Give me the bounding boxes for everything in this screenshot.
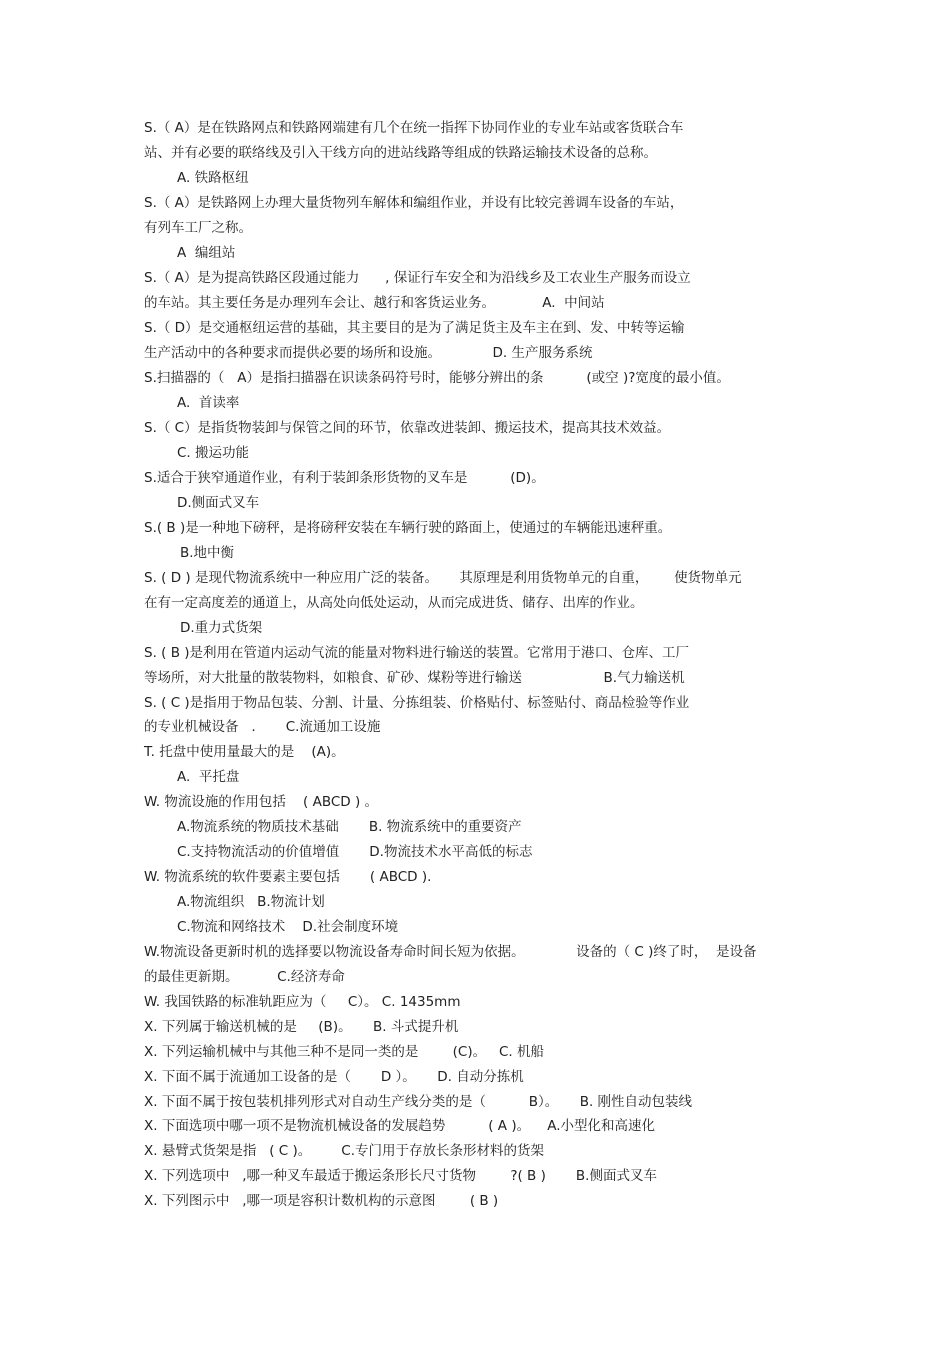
text-line: S. ( B )是利用在管道内运动气流的能量对物料进行输送的装置。它常用于港口、仓库、工厂 xyxy=(144,645,690,661)
text-line: S.（ A）是铁路网上办理大量货物列车解体和编组作业，并设有比较完善调车设备的车站， xyxy=(144,195,684,211)
text-line: X. 下列选项中 ,哪一种叉车最适于搬运条形长尺寸货物 ?( B ) B.侧面式叉车 xyxy=(144,1168,657,1184)
text-line: W.物流设备更新时机的选择要以物流设备寿命时间长短为依据。 设备的（ C )终了时， 是设备 xyxy=(144,944,757,960)
text-line: W. 我国铁路的标准轨距应为（ C）。 C. 1435mm xyxy=(144,994,461,1010)
text-line: A. 平托盘 xyxy=(177,769,240,785)
text-line: S. ( D ) 是现代物流系统中一种应用广泛的装备。 其原理是利用货物单元的自重， 使货物单元 xyxy=(144,570,742,586)
text-line: D.侧面式叉车 xyxy=(177,495,260,511)
text-line: A.物流系统的物质技术基础 B. 物流系统中的重要资产 xyxy=(177,819,522,835)
text-line: B.地中衡 xyxy=(180,545,235,561)
text-line: 在有一定高度差的通道上，从高处向低处运动，从而完成进货、储存、出库的作业。 xyxy=(144,595,644,611)
text-line: 站、并有必要的联络线及引入干线方向的进站线路等组成的铁路运输技术设备的总称。 xyxy=(144,145,657,161)
text-line: S.( B )是一种地下磅秤，是将磅秤安装在车辆行驶的路面上，使通过的车辆能迅速秤重。 xyxy=(144,520,672,536)
text-line: 的车站。其主要任务是办理列车会让、越行和客货运业务。 A. 中间站 xyxy=(144,295,605,311)
text-line: C.物流和网络技术 D.社会制度环境 xyxy=(177,919,399,935)
text-line: W. 物流系统的软件要素主要包括 ( ABCD ). xyxy=(144,869,432,885)
text-line: S. ( C )是指用于物品包装、分割、计量、分拣组装、价格贴付、标签贴付、商品检验等作业 xyxy=(144,695,690,711)
text-line: T. 托盘中使用量最大的是 (A)。 xyxy=(144,744,345,760)
text-line: A 编组站 xyxy=(177,245,236,261)
text-line: X. 下面不属于流通加工设备的是（ D ）。 D. 自动分拣机 xyxy=(144,1069,524,1085)
text-line: S.（ C）是指货物装卸与保管之间的环节，依靠改进装卸、搬运技术，提高其技术效益。 xyxy=(144,420,671,436)
text-line: S.（ D）是交通枢纽运营的基础，其主要目的是为了满足货主及车主在到、发、中转等运输 xyxy=(144,320,685,336)
text-line: D.重力式货架 xyxy=(180,620,263,636)
text-line: W. 物流设施的作用包括 ( ABCD ) 。 xyxy=(144,794,379,810)
text-line: X. 下面不属于按包装机排列形式对自动生产线分类的是（ B）。 B. 刚性自动包装线 xyxy=(144,1094,693,1110)
text-line: 有列车工厂之称。 xyxy=(144,220,252,236)
text-line: X. 悬臂式货架是指 ( C )。 C.专门用于存放长条形材料的货架 xyxy=(144,1143,545,1159)
text-line: 的最佳更新期。 C.经济寿命 xyxy=(144,969,345,985)
text-line: 的专业机械设备 . C.流通加工设施 xyxy=(144,719,381,735)
text-line: S.（ A）是在铁路网点和铁路网端建有几个在统一指挥下协同作业的专业车站或客货联合车 xyxy=(144,120,684,136)
text-line: 生产活动中的各种要求而提供必要的场所和设施。 D. 生产服务系统 xyxy=(144,345,593,361)
text-line: A. 首读率 xyxy=(177,395,240,411)
text-line: 等场所，对大批量的散装物料，如粮食、矿砂、煤粉等进行输送 B.气力输送机 xyxy=(144,670,685,686)
text-line: A. 铁路枢纽 xyxy=(177,170,249,186)
text-line: S.扫描器的（ A）是指扫描器在识读条码符号时，能够分辨出的条 (或空 )?宽度的最小值。 xyxy=(144,370,730,386)
text-line: X. 下面选项中哪一项不是物流机械设备的发展趋势 ( A )。 A.小型化和高速化 xyxy=(144,1118,656,1134)
text-line: C. 搬运功能 xyxy=(177,445,250,461)
text-line: C.支持物流活动的价值增值 D.物流技术水平高低的标志 xyxy=(177,844,533,860)
text-line: X. 下列属于输送机械的是 (B)。 B. 斗式提升机 xyxy=(144,1019,459,1035)
text-line: S.适合于狭窄通道作业，有利于装卸条形货物的叉车是 (D)。 xyxy=(144,470,545,486)
text-line: A.物流组织 B.物流计划 xyxy=(177,894,325,910)
text-line: X. 下列图示中 ,哪一项是容积计数机构的示意图 ( B ) xyxy=(144,1193,499,1209)
text-line: X. 下列运输机械中与其他三种不是同一类的是 (C)。 C. 机船 xyxy=(144,1044,545,1060)
text-line: S.（ A）是为提高铁路区段通过能力 , 保证行车安全和为沿线乡及工农业生产服务而设立 xyxy=(144,270,691,286)
